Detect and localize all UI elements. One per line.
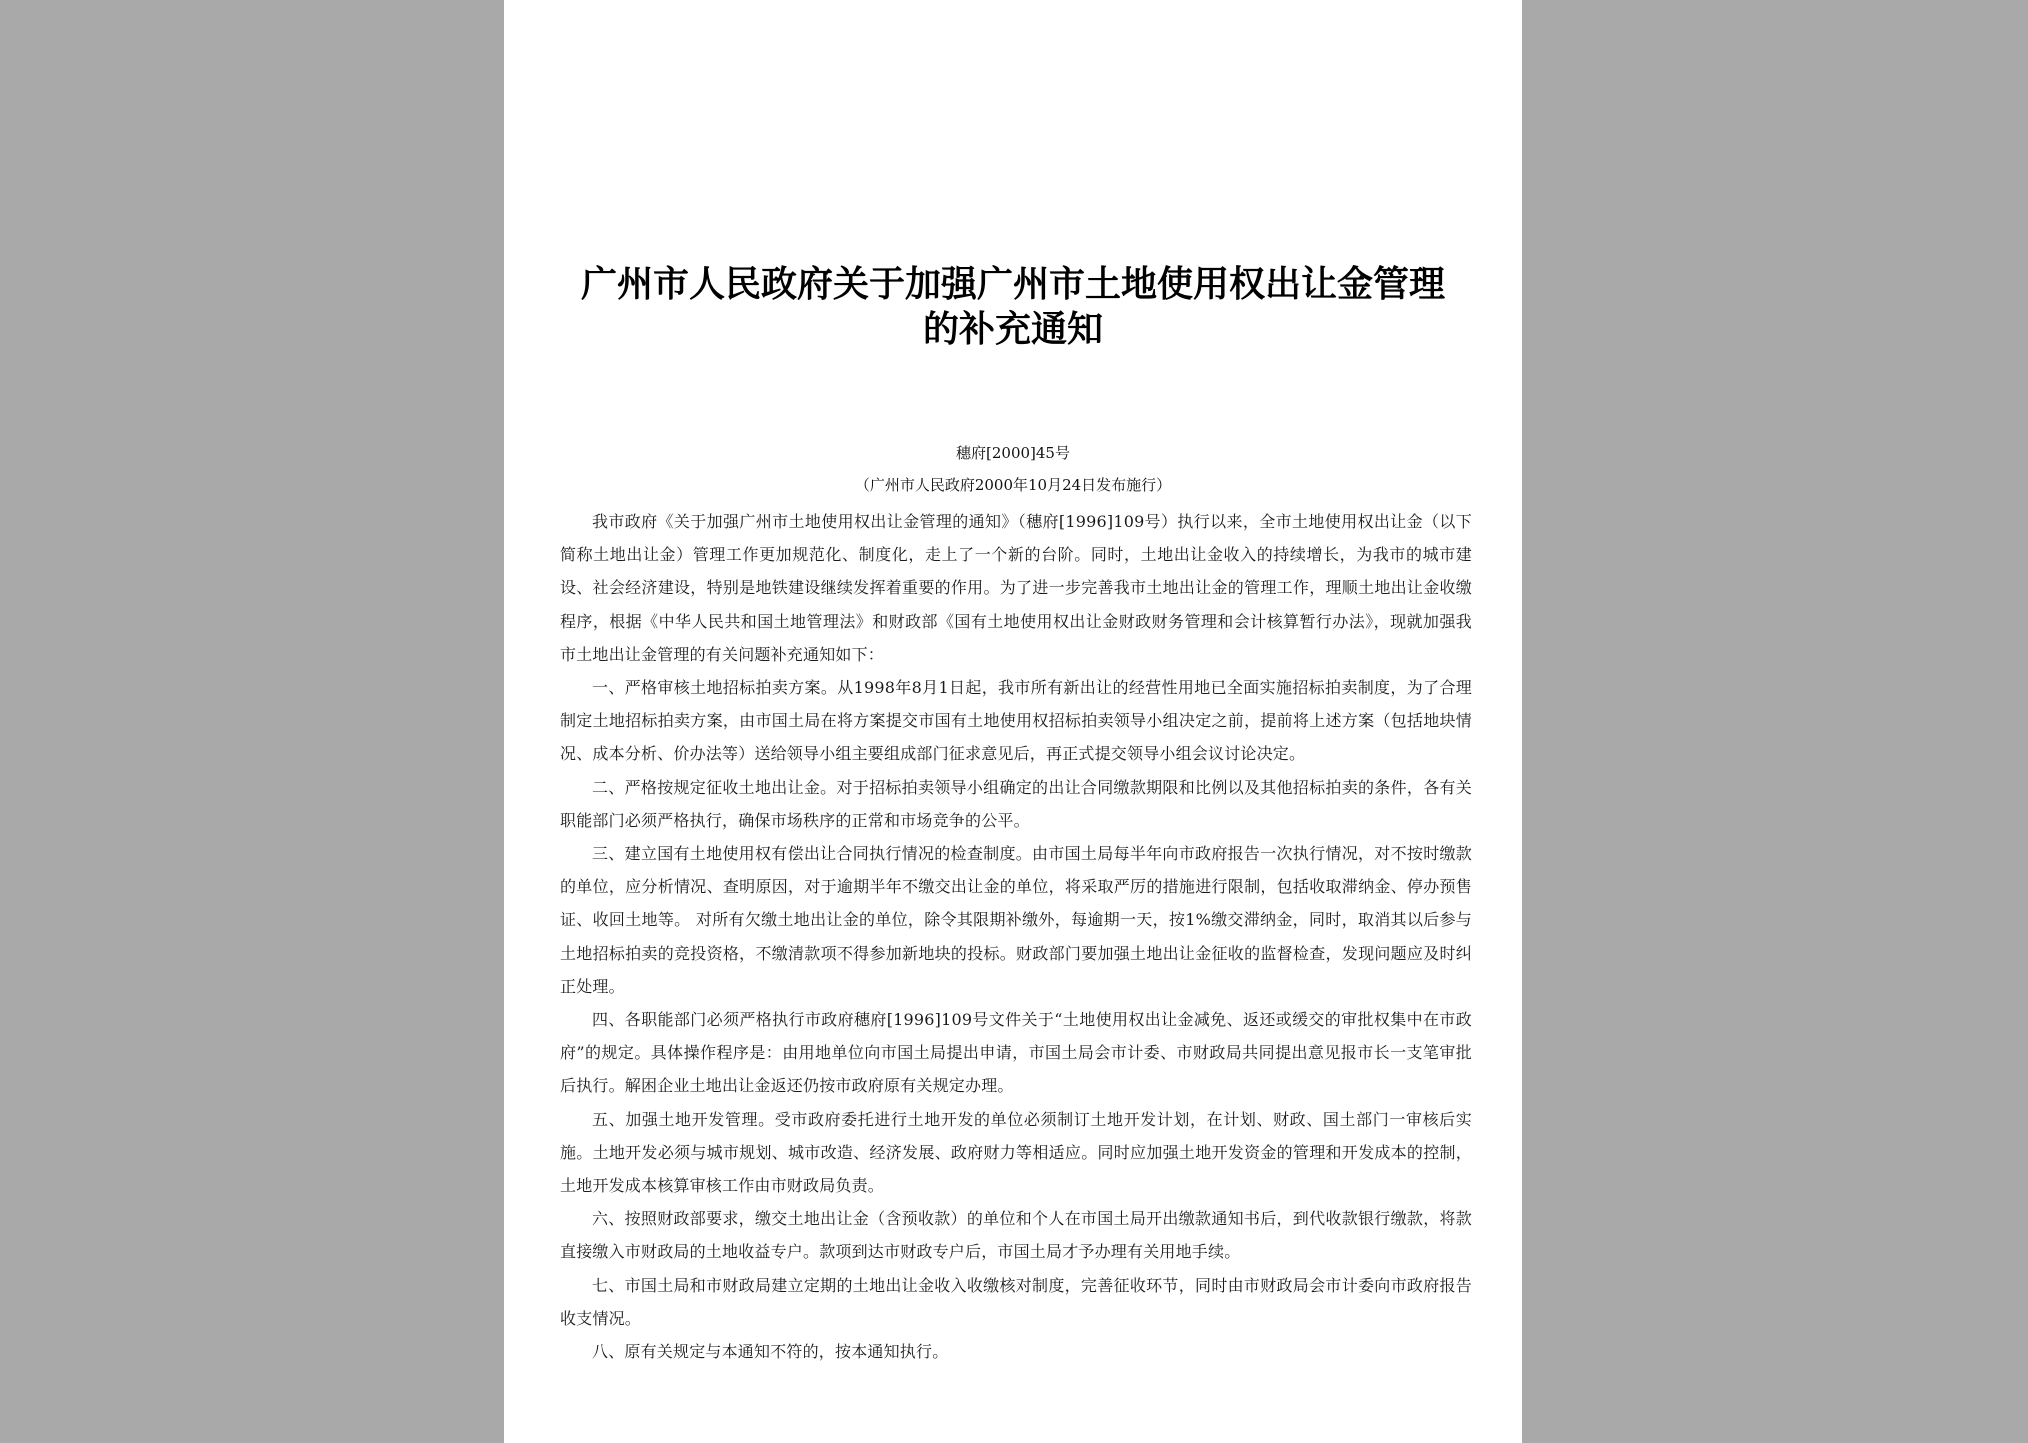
paragraph-item-1: 一、严格审核土地招标拍卖方案。从1998年8月1日起，我市所有新出让的经营性用地已全面实施招标拍卖制度，为了合理制定土地招标拍卖方案，由市国土局在将方案提交市国有土地使用权招标拍卖领导小组决定之前，提前将上述方案（包括地块情况、成本分析、价办法等）送给领导小组主要组成部门征求意见后，再正式提交领导小组会议讨论决定。 (560, 678, 1472, 764)
paragraph-item-7: 七、市国土局和市财政局建立定期的土地出让金收入收缴核对制度，完善征收环节，同时由市财政局会市计委向市政府报告收支情况。 (560, 1275, 1472, 1328)
issued-note: （广州市人民政府2000年10月24日发布施行） (854, 476, 1172, 494)
document-title (564, 262, 1462, 352)
paragraph-intro: 我市政府《关于加强广州市土地使用权出让金管理的通知》（穗府[1996]109号）执行以来，全市土地使用权出让金（以下简称土地出让金）管理工作更加规范化、制度化，走上了一个新的台阶。同时，土地出让金收入的持续增长，为我市的城市建设、社会经济建设，特别是地铁建设继续发挥着重要的作用。为了进一步完善我市土地出让金的管理工作，理顺土地出让金收缴程序，根据《中华人民共和国土地管理法》和财政部《国有土地使用权出让金财政财务管理和会计核算暂行办法》，现就加强我市土地出让金管理的有关问题补充通知如下： (560, 512, 1472, 664)
document-number: 穗府[2000]45号 (956, 444, 1070, 462)
title-line-2: 的补充通知 (922, 309, 1103, 350)
paragraph-item-4: 四、各职能部门必须严格执行市政府穗府[1996]109号文件关于“土地使用权出让金减免、返还或缓交的审批权集中在市政府”的规定。具体操作程序是：由用地单位向市国土局提出申请，市国土局会市计委、市财政局共同提出意见报市长一支笔审批后执行。解困企业土地出让金返还仍按市政府原有关规定办理。 (560, 1010, 1472, 1096)
title-line-1: 广州市人民政府关于加强广州市土地使用权出让金管理 (580, 264, 1445, 305)
paragraph-item-3: 三、建立国有土地使用权有偿出让合同执行情况的检查制度。由市国土局每半年向市政府报告一次执行情况，对不按时缴款的单位，应分析情况、查明原因，对于逾期半年不缴交出让金的单位，将采取严厉的措施进行限制，包括收取滞纳金、停办预售证、收回土地等。 对所有欠缴土地出让金的单位，除令其限期补缴外，每逾期一天，按1%缴交滞纳金，同时，取消其以后参与土地招标拍卖的竞投资格，不缴清款项不得参加新地块的投标。财政部门要加强土地出让金征收的监督检查，发现问题应及时纠正处理。 (560, 844, 1472, 996)
paragraph-item-2: 二、严格按规定征收土地出让金。对于招标拍卖领导小组确定的出让合同缴款期限和比例以及其他招标拍卖的条件，各有关职能部门必须严格执行，确保市场秩序的正常和市场竞争的公平。 (560, 777, 1472, 830)
paragraph-item-8: 八、原有关规定与本通知不符的，按本通知执行。 (592, 1342, 949, 1362)
paragraph-item-5: 五、加强土地开发管理。受市政府委托进行土地开发的单位必须制订土地开发计划，在计划、财政、国土部门一审核后实施。土地开发必须与城市规划、城市改造、经济发展、政府财力等相适应。同时应加强土地开发资金的管理和开发成本的控制，土地开发成本核算审核工作由市财政局负责。 (560, 1109, 1472, 1196)
document-body (560, 505, 1472, 1368)
paragraph-item-6: 六、按照财政部要求，缴交土地出让金（含预收款）的单位和个人在市国土局开出缴款通知书后，到代收款银行缴款，将款直接缴入市财政局的土地收益专户。款项到达市财政专户后，市国土局才予办理有关用地手续。 (560, 1209, 1472, 1262)
document-page (504, 0, 1522, 1443)
